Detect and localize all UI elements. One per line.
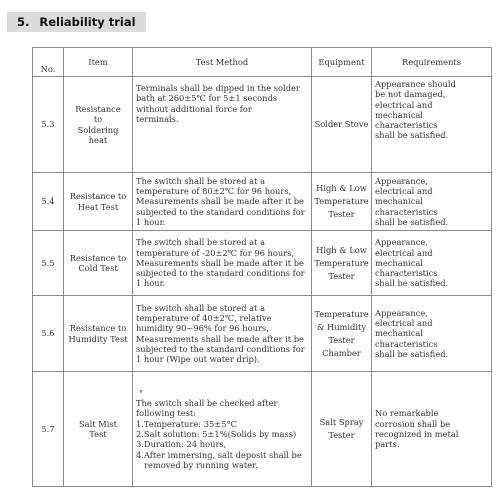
- header-no: No.: [33, 48, 64, 77]
- test-method: The switch shall be stored at a temperature of 80±2℃ for 96 hours, Measurements shall be made after it be subjected to the standard conditions for 1 hour.: [133, 173, 312, 231]
- step-item: 2.Salt solution: 5±1%(Solids by mass): [136, 429, 297, 439]
- equipment: High & Low Temperature Tester: [312, 231, 372, 296]
- row-number: 5.5: [33, 231, 64, 296]
- item-name: Resistance to Heat Test: [64, 173, 133, 231]
- equipment: High & Low Temperature Tester: [312, 173, 372, 231]
- item-name: Resistance to Cold Test: [64, 231, 133, 296]
- step-item: 4.After immersing, salt deposit shall be removed by running water.: [136, 449, 302, 470]
- equipment: Solder Stove: [312, 77, 372, 173]
- requirements: Appearance, electrical and mechanical characteristics shall be satisfied.: [372, 231, 492, 296]
- row-number: 5.3: [33, 77, 64, 173]
- test-method: The switch shall be stored at a temperature of 40±2℃, relative humidity 90~96% for 96 hours, Measurements shall be made after it be subjected to the standard conditions for 1 hour (Wipe out water drip).: [133, 296, 312, 372]
- reliability-table: [32, 47, 492, 487]
- equipment: Salt Spray Tester: [312, 372, 372, 487]
- header-requirements: Requirements: [372, 48, 492, 77]
- header-test-method: Test Method: [133, 48, 312, 77]
- section-heading: [7, 12, 146, 32]
- requirements: Appearance, electrical and mechanical characteristics shall be satisfied.: [372, 173, 492, 231]
- step-item: 3.Duration: 24 hours,: [136, 439, 227, 450]
- item-name: Resistance to Humidity Test: [64, 296, 133, 372]
- table-row: [33, 231, 492, 296]
- table-row: [33, 77, 492, 173]
- table-row: [33, 173, 492, 231]
- requirements: Appearance should be not damaged, electrical and mechanical characteristics shall be satisfied.: [372, 77, 492, 173]
- header-item: Item: [64, 48, 133, 77]
- step-item: 1.Temperature: 35±5°C: [136, 418, 237, 429]
- equipment: Temperature & Humidity Tester Chamber: [312, 296, 372, 372]
- requirements: No remarkable corrosion shall be recognized in metal parts.: [372, 372, 492, 487]
- requirements: Appearance, electrical and mechanical characteristics shall be satisfied.: [372, 296, 492, 372]
- table-row: [33, 372, 492, 487]
- row-number: 5.6: [33, 296, 64, 372]
- table-header-row: [33, 48, 492, 77]
- row-number: 5.4: [33, 173, 64, 231]
- item-name: Salt Mist Test: [64, 372, 133, 487]
- test-method: The switch shall be stored at a temperature of -20±2℃ for 96 hours, Measurements shall be made after it be subjected to the standard conditions for 1 hour.: [133, 231, 312, 296]
- test-steps: [136, 419, 308, 470]
- item-name: Resistance to Soldering heat: [64, 77, 133, 173]
- test-method: ° The switch shall be checked after following test: 1.Temperature: 35±5°C 2.Salt solution: 5±1%(Solids by mass) 3.Duration: 24 hours, 4.After immersing, salt deposit shall be removed by running water.: [133, 372, 312, 487]
- test-method: Terminals shall be dipped in the solder bath at 260±5℃ for 5±1 seconds without additional force for terminals.: [133, 77, 312, 173]
- degree-mark: °: [139, 387, 144, 398]
- table-row: [33, 296, 492, 372]
- header-equipment: Equipment: [312, 48, 372, 77]
- section-number: 5.: [17, 15, 30, 29]
- section-title: Reliability trial: [39, 15, 136, 29]
- row-number: 5.7: [33, 372, 64, 487]
